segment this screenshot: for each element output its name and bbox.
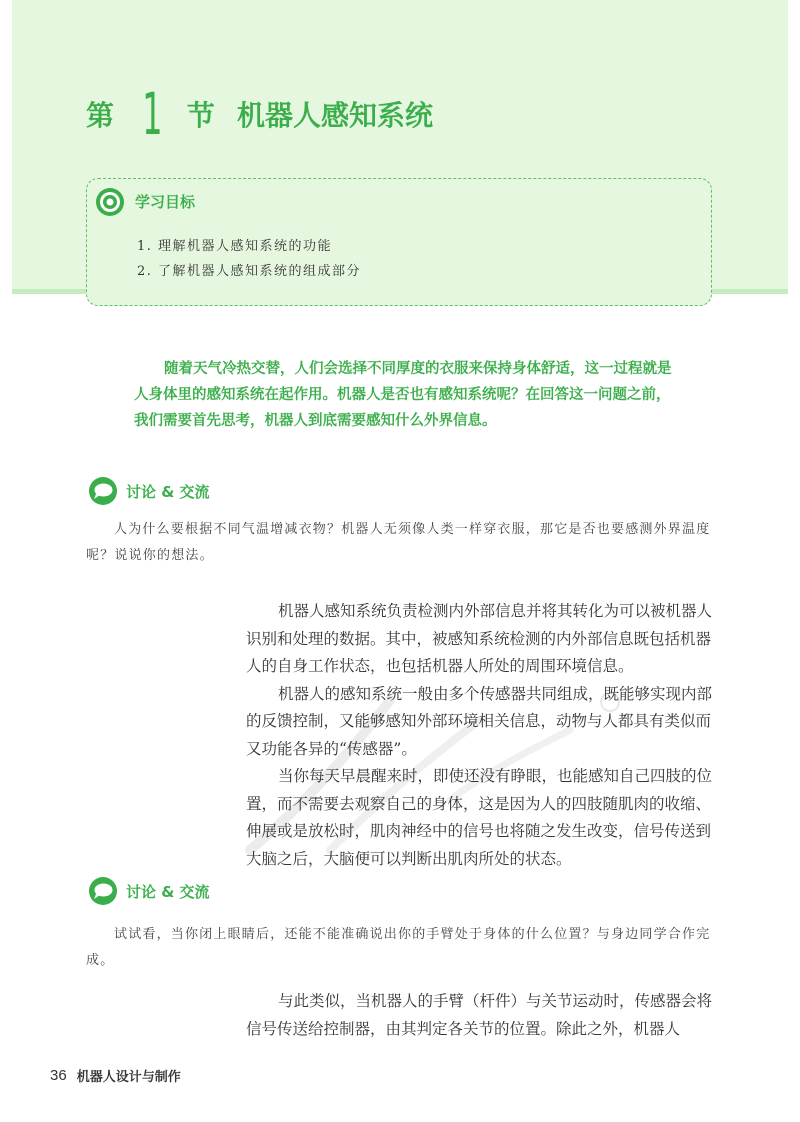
chapter-title [86, 80, 433, 148]
chapter-suffix: 节 [186, 99, 215, 132]
discussion-title: 讨论 & 交流 [126, 882, 210, 901]
intro-text: 随着天气冷热交替，人们会选择不同厚度的衣服来保持身体舒适，这一过程就是人身体里的感知系统在起作用。机器人是否也有感知系统呢？在回答这一问题之前，我们需要首先思考，机器人到底需要感知什么外界信息。 [134, 361, 672, 429]
objectives-title: 学习目标 [135, 193, 196, 211]
page-footer [50, 1066, 181, 1085]
discussion-title: 讨论 & 交流 [126, 482, 210, 501]
body-paragraph: 机器人的感知系统一般由多个传感器共同组成，既能够实现内部的反馈控制，又能够感知外部环境相关信息，动物与人都具有类似而又功能各异的“传感器”。 [246, 684, 713, 758]
discussion-header-2 [88, 876, 210, 906]
objectives-list [137, 235, 361, 285]
target-icon [95, 187, 125, 217]
discussion-text-2: 试试看，当你闭上眼睛后，还能不能准确说出你的手臂处于身体的什么位置？与身边同学合作完成。 [86, 927, 711, 968]
chapter-prefix: 第 [86, 99, 115, 132]
speech-bubble-icon [88, 876, 118, 906]
chapter-name: 机器人感知系统 [236, 99, 433, 132]
chapter-number: 1 [142, 80, 163, 148]
body-paragraph: 机器人感知系统负责检测内外部信息并将其转化为可以被机器人识别和处理的数据。其中，被感知系统检测的内外部信息既包括机器人的自身工作状态，也包括机器人所处的周围环境信息。 [246, 602, 713, 675]
speech-bubble-icon [88, 476, 118, 506]
page-number: 36 [50, 1067, 67, 1084]
discussion-text-1: 人为什么要根据不同气温增减衣物？机器人无须像人类一样穿衣服，那它是否也要感测外界温度呢？说说你的想法。 [86, 522, 711, 563]
objective-item: 2. 了解机器人感知系统的组成部分 [137, 264, 362, 279]
body-section-1 [246, 598, 716, 873]
discussion-header-1 [88, 476, 210, 506]
objective-item: 1. 理解机器人感知系统的功能 [137, 239, 333, 254]
body-paragraph: 与此类似，当机器人的手臂（杆件）与关节运动时，传感器会将信号传送给控制器，由其判定各关节的位置。除此之外，机器人 [246, 992, 713, 1038]
learning-objectives-box [86, 178, 712, 306]
book-title: 机器人设计与制作 [76, 1070, 181, 1085]
body-paragraph: 当你每天早晨醒来时，即使还没有睁眼，也能感知自己四肢的位置，而不需要去观察自己的身体，这是因为人的四肢随肌肉的收缩、伸展或是放松时，肌肉神经中的信号也将随之发生改变，信号传送到大脑之后，大脑便可以判断出肌肉所处的状态。 [246, 767, 713, 868]
body-section-2 [246, 988, 716, 1043]
intro-paragraph [134, 356, 674, 434]
